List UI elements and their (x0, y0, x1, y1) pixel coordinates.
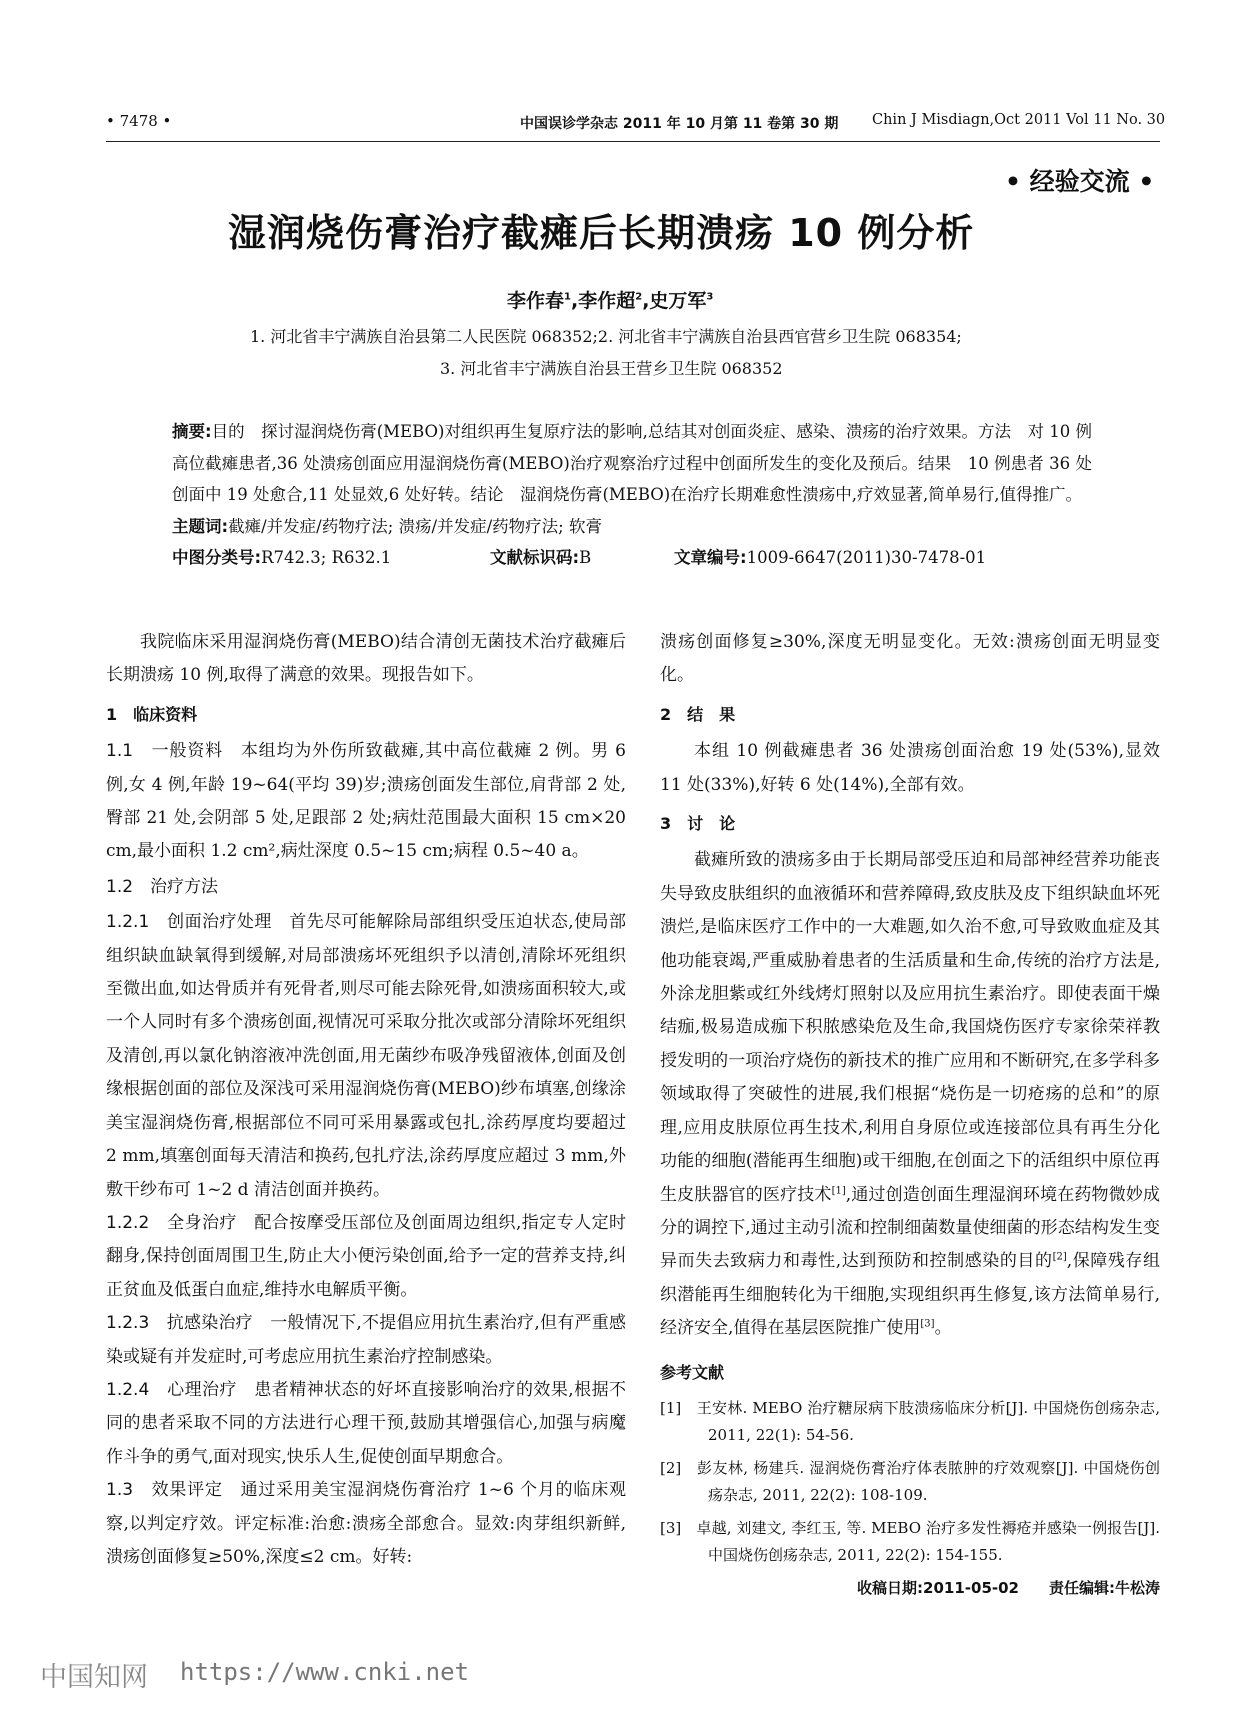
section-3-part-a: 截瘫所致的溃疡多由于长期局部受压迫和局部神经营养功能丧失导致皮肤组织的血液循环和营养障碍,致皮肤及皮下组织缺血坏死溃烂,是临床医疗工作中的一大难题,如久治不愈,可导致败血症及其他功能衰竭,严重威胁着患者的生活质量和生命,传统的治疗方法是,外涂龙胆紫或红外线烤灯照射以及应用抗生素治疗。即使表面干燥结痂,极易造成痂下积脓感染危及生命,我国烧伤医疗专家徐荣祥教授发明的一项治疗烧伤的新技术的推广应用和不断研究,在多学科多领域取得了突破性的进展,我们根据“烧伤是一切疮疡的总和”的原理,应用皮肤原位再生技术,利用自身原位或连接部位具有再生分化功能的细胞(潜能再生细胞)或干细胞,在创面之下的活组织中原位再生皮肤器官的医疗技术 (660, 850, 1160, 1205)
reference-1: [1] 王安林. MEBO 治疗糖尿病下肢溃疡临床分析[J]. 中国烧伤创疡杂志, 2011, 22(1): 54-56. (660, 1398, 1160, 1444)
body-left-column (106, 626, 626, 1574)
header-rule (106, 141, 1160, 142)
page-number: • 7478 • (106, 112, 172, 130)
article-value: 1009-6647(2011)30-7478-01 (746, 548, 987, 567)
section-2-text: 本组 10 例截瘫患者 36 处溃疡创面治愈 19 处(53%),显效 11 处(33%),好转 6 处(14%),全部有效。 (660, 741, 1160, 795)
keywords-value: 截瘫/并发症/药物疗法; 溃疡/并发症/药物疗法; 软膏 (228, 516, 602, 536)
section-1-2-title: 1.2 治疗方法 (106, 876, 219, 897)
journal-header-cn: 中国误诊学杂志 2011 年 10 月第 11 卷第 30 期 (520, 116, 839, 132)
citation-2[interactable]: [2] (1052, 1251, 1067, 1263)
received-date: 收稿日期:2011-05-02 (857, 1578, 1019, 1597)
article-number (674, 542, 986, 574)
section-1-2-3 (106, 1307, 626, 1374)
section-1-2-1-head: 1.2.1 创面治疗处理 (106, 912, 272, 933)
section-1-2-2-text: 配合按摩受压部位及创面周边组织,指定专人定时翻身,保持创面周围卫生,防止大小便污染创面,给予一定的营养支持,纠正贫血及低蛋白血症,维持水电解质平衡。 (106, 1212, 627, 1300)
keywords (172, 511, 1092, 543)
journal-header-en: Chin J Misdiagn,Oct 2011 Vol 11 No. 30 (872, 112, 1166, 128)
keywords-label: 主题词: (172, 516, 229, 536)
body-right-column (660, 626, 1160, 1601)
reference-2: [2] 彭友林, 杨建兵. 湿润烧伤膏治疗体表脓肿的疗效观察[J]. 中国烧伤创疡杂志, 2011, 22(2): 108-109. (660, 1458, 1160, 1504)
section-3-part-d: 。 (934, 1318, 952, 1339)
section-1-1-text: 本组均为外伤所致截瘫,其中高位截瘫 2 例。男 6 例,女 4 例,年龄 19~64(平均 39)岁;溃疡创面发生部位,肩背部 2 处,臀部 21 处,会阴部 5 处,足跟部 2 处;病灶范围最大面积 15 cm×20 cm,最小面积 1.2 cm²,病灶深度 0.5~15 cm;病程 0.5~40 a。 (106, 741, 626, 862)
cnki-url[interactable]: https://www.cnki.net (180, 1658, 469, 1686)
section-1-title: 1 临床资料 (106, 704, 198, 724)
citation-1[interactable]: [1] (831, 1184, 846, 1196)
doc-label: 文献标识码: (490, 548, 580, 567)
section-1-2-4-text: 患者精神状态的好坏直接影响治疗的效果,根据不同的患者采取不同的方法进行心理干预,鼓励其增强信心,加强与病魔作斗争的勇气,面对现实,快乐人生,促使创面早期愈合。 (106, 1379, 627, 1467)
author-3: 史万军 (649, 290, 707, 312)
intro-paragraph: 我院临床采用湿润烧伤膏(MEBO)结合清创无菌技术治疗截瘫后长期溃疡 10 例,取得了满意的效果。现报告如下。 (106, 632, 626, 686)
affiliation-line-1: 1. 河北省丰宁满族自治县第二人民医院 068352;2. 河北省丰宁满族自治县西官营乡卫生院 068354; (250, 327, 962, 346)
column-tag: • 经验交流 • (1005, 167, 1155, 196)
clc (172, 542, 391, 574)
doc-value: B (579, 548, 592, 567)
section-3-part-b: ,通过创造创面生理湿润环境在药物微妙成分的调控下,通过主动引流和控制细菌数量使细菌的形态结构发生变异而失去致病力和毒性,达到预防和控制感染的目的 (660, 1184, 1161, 1272)
section-1-3 (106, 1474, 626, 1574)
section-3-title: 3 讨 论 (660, 814, 736, 834)
responsible-editor: 责任编辑:牛松涛 (1049, 1578, 1160, 1597)
abstract-label: 摘要: (172, 422, 212, 441)
citation-3[interactable]: [3] (920, 1318, 935, 1330)
section-1-3-head: 1.3 效果评定 (106, 1480, 223, 1501)
affiliation-line-2: 3. 河北省丰宁满族自治县王营乡卫生院 068352 (440, 359, 783, 378)
section-1-1-head: 1.1 一般资料 (106, 741, 223, 762)
clc-value: R742.3; R632.1 (261, 548, 392, 567)
abstract-body: 目的 探讨湿润烧伤膏(MEBO)对组织再生复原疗法的影响,总结其对创面炎症、感染、溃疡的治疗效果。方法 对 10 例高位截瘫患者,36 处溃疡创面应用湿润烧伤膏(MEBO)治疗观察治疗过程中创面所发生的变化及预后。结果 10 例患者 36 处创面中 19 处愈合,11 处显效,6 处好转。结论 湿润烧伤膏(MEBO)在治疗长期难愈性溃疡中,疗效显著,简单易行,值得推广。 (172, 422, 1092, 504)
article-label: 文章编号: (674, 548, 747, 567)
author-2-sup: 2 (635, 291, 643, 303)
section-1-2-4 (106, 1374, 626, 1474)
author-1-sup: 1 (564, 291, 571, 303)
section-3-part-c: ,保障残存组织潜能再生细胞转化为干细胞,实现组织再生修复,该方法简单易行,经济安全,值得在基层医院推广使用 (660, 1251, 1160, 1339)
reference-3: [3] 卓越, 刘建文, 李红玉, 等. MEBO 治疗多发性褥疮并感染一例报告[J]. 中国烧伤创疡杂志, 2011, 22(2): 154-155. (660, 1518, 1160, 1564)
clc-label: 中图分类号: (172, 548, 262, 567)
cnki-logo-text: 中国知网 (40, 1662, 148, 1693)
references-title: 参考文献 (660, 1362, 725, 1382)
section-3-text (660, 844, 1160, 1345)
article-title: 湿润烧伤膏治疗截瘫后长期溃疡 10 例分析 (228, 211, 975, 255)
abstract-text (172, 416, 1092, 511)
section-1-2-4-head: 1.2.4 心理治疗 (106, 1379, 237, 1400)
author-1: 李作春 (507, 290, 565, 312)
section-1-2-2 (106, 1207, 626, 1307)
section-1-2-3-text: 一般情况下,不提倡应用抗生素治疗,但有严重感染或疑有并发症时,可考虑应用抗生素治疗控制感染。 (106, 1313, 627, 1367)
section-1-2-2-head: 1.2.2 全身治疗 (106, 1212, 237, 1233)
section-1-2-3-head: 1.2.3 抗感染治疗 (106, 1313, 253, 1334)
author-2: 李作超 (578, 290, 636, 312)
section-1-3-continued: 溃疡创面修复≥30%,深度无明显变化。无效:溃疡创面无明显变化。 (660, 632, 1160, 686)
section-1-2-1 (106, 906, 626, 1207)
abstract-block (172, 416, 1092, 573)
doc-code (490, 542, 591, 574)
section-1-1 (106, 735, 626, 869)
author-list: 李作春$^1$,李作超$^2$,史万军$^3$ (507, 290, 714, 312)
section-1-2-1-text: 首先尽可能解除局部组织受压迫状态,使局部组织缺血缺氧得到缓解,对局部溃疡坏死组织予以清创,清除坏死组织至微出血,如达骨质并有死骨者,则尽可能去除死骨,如溃疡面积较大,或一个人同时有多个溃疡创面,视情况可采取分批次或部分清除坏死组织及清创,再以氯化钠溶液冲洗创面,用无菌纱布吸净残留液体,创面及创缘根据创面的部位及深浅可采用湿润烧伤膏(MEBO)纱布填塞,创缘涂美宝湿润烧伤膏,根据部位不同可采用暴露或包扎,涂药厚度均要超过 2 mm,填塞创面每天清洁和换药,包扎疗法,涂药厚度应超过 3 mm,外敷干纱布可 1~2 d 清洁创面并换药。 (106, 912, 627, 1200)
author-3-sup: 3 (706, 291, 714, 303)
section-1-3-text: 通过采用美宝湿润烧伤膏治疗 1~6 个月的临床观察,以判定疗效。评定标准:治愈:溃疡全部愈合。显效:肉芽组织新鲜,溃疡创面修复≥50%,深度≤2 cm。好转: (106, 1480, 626, 1567)
received-editor-line (660, 1575, 1160, 1601)
classification-row (172, 542, 1092, 573)
section-2-title: 2 结 果 (660, 704, 736, 724)
